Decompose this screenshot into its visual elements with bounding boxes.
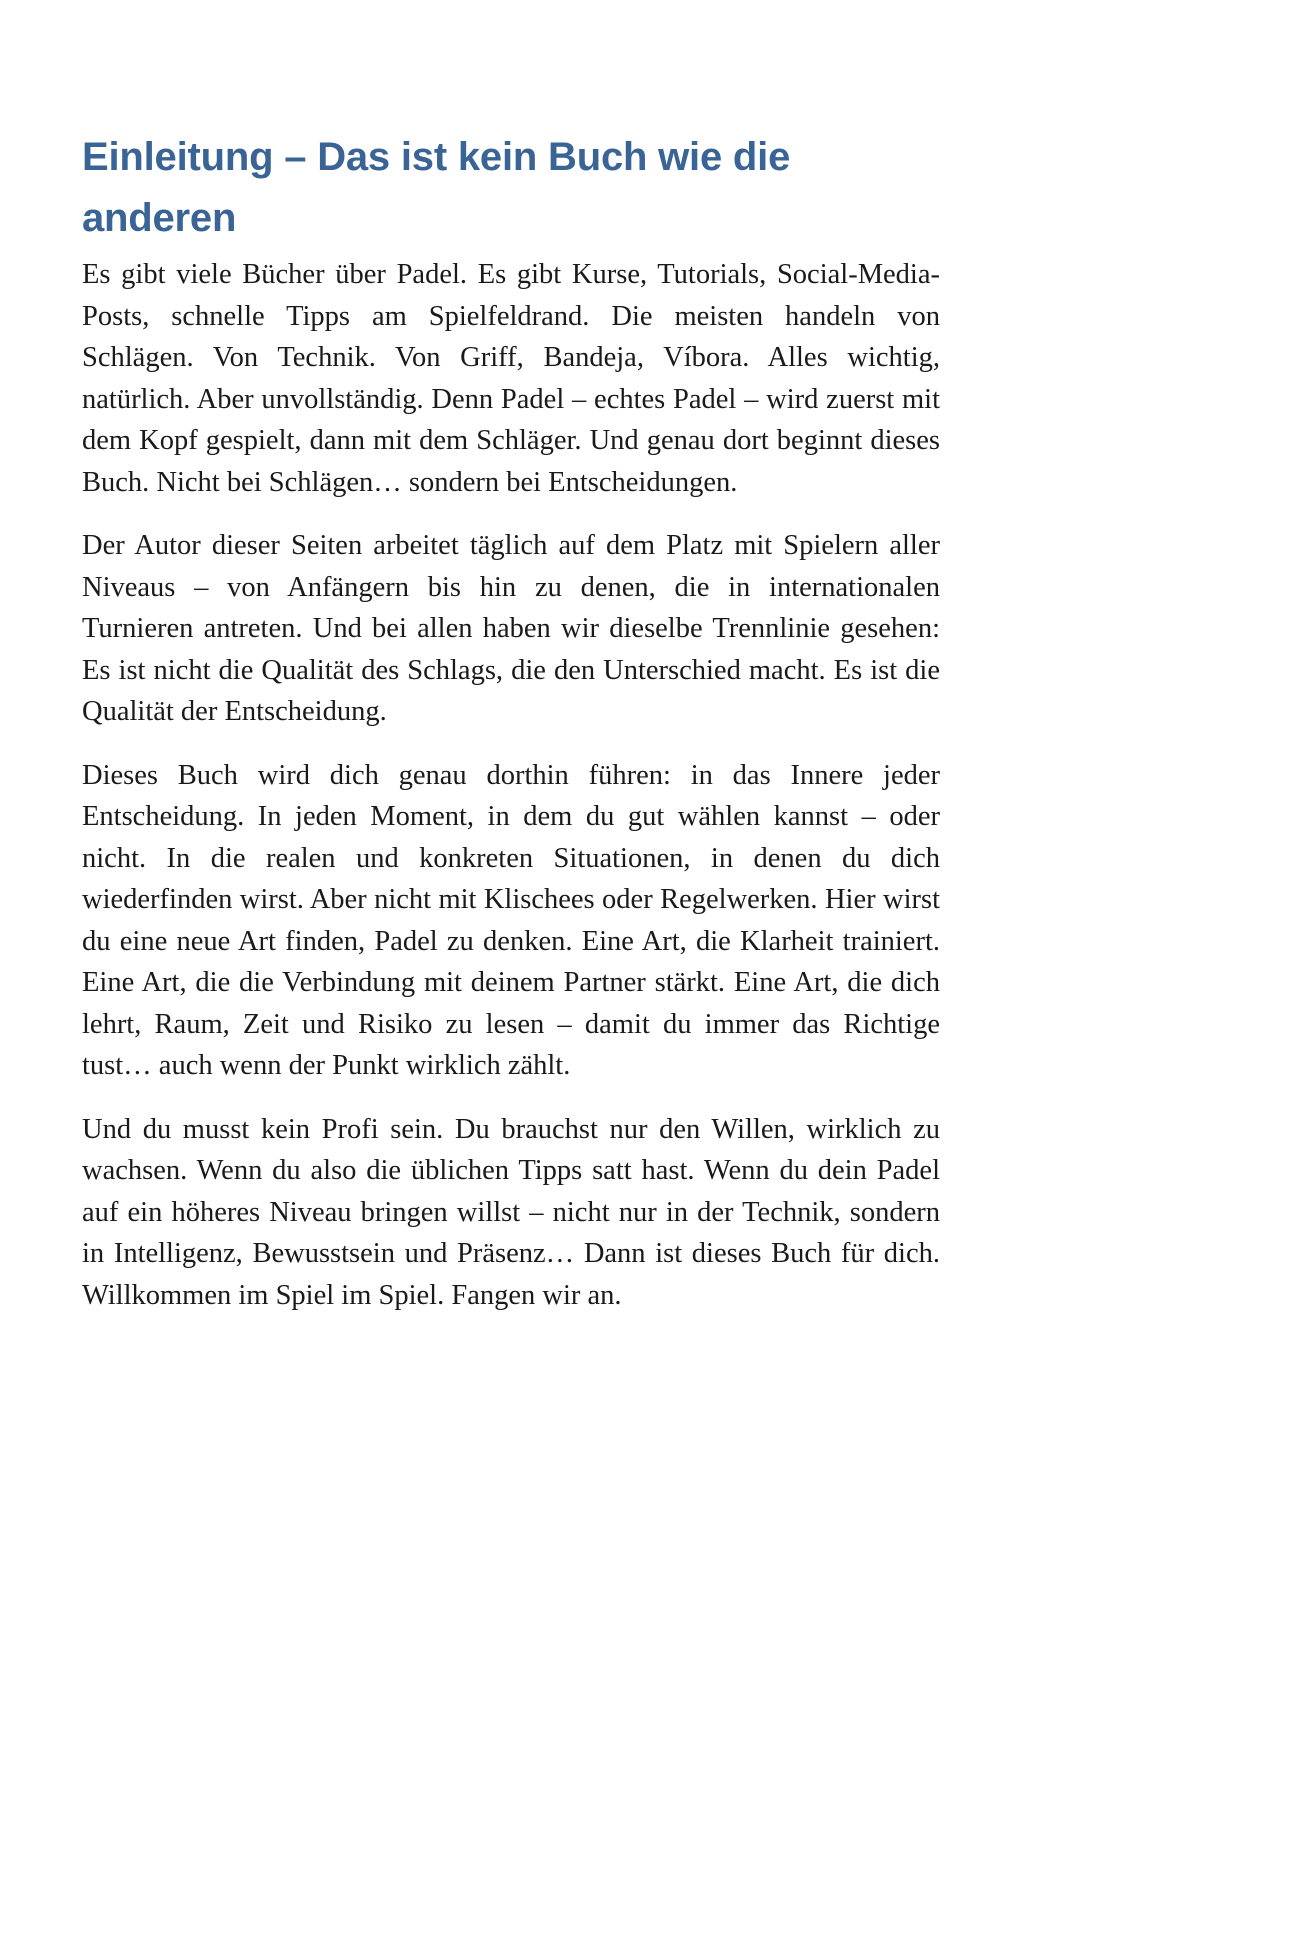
paragraph-4: Und du musst kein Profi sein. Du brauchst nur den Willen, wirklich zu wachsen. Wenn du also die üblichen Tipps satt hast. Wenn du dein Padel auf ein höheres Niveau bringen willst – nicht nur in der Technik, sondern in Intelligenz, Bewusstsein und Präsenz… Dann ist dieses Buch für dich. Willkommen im Spiel im Spiel. Fangen wir an. — [82, 1113, 940, 1311]
body-text-block — [82, 254, 940, 1316]
paragraph-1: Es gibt viele Bücher über Padel. Es gibt Kurse, Tutorials, Social-Media-Posts, schnelle Tipps am Spielfeldrand. Die meisten handeln von Schlägen. Von Technik. Von Griff, Bandeja, Víbora. Alles wichtig, natürlich. Aber unvollständig. Denn Padel – echtes Padel – wird zuerst mit dem Kopf gespielt, dann mit dem Schläger. Und genau dort beginnt dieses Buch. Nicht bei Schlägen… sondern bei Entscheidungen. — [82, 259, 940, 498]
chapter-heading: Einleitung – Das ist kein Buch wie die anderen — [82, 135, 791, 240]
paragraph-3: Dieses Buch wird dich genau dorthin führen: in das Innere jeder Entscheidung. In jeden Moment, in dem du gut wählen kannst – oder nicht. In die realen und konkreten Situationen, in denen du dich wiederfinden wirst. Aber nicht mit Klischees oder Regelwerken. Hier wirst du eine neue Art finden, Padel zu denken. Eine Art, die Klarheit trainiert. Eine Art, die die Verbindung mit deinem Partner stärkt. Eine Art, die dich lehrt, Raum, Zeit und Risiko zu lesen – damit du immer das Richtige tust… auch wenn der Punkt wirklich zählt. — [82, 759, 940, 1081]
paragraph-2: Der Autor dieser Seiten arbeitet täglich auf dem Platz mit Spielern aller Niveaus – von Anfängern bis hin zu denen, die in internationalen Turnieren antreten. Und bei allen haben wir dieselbe Trennlinie gesehen: Es ist nicht die Qualität des Schlags, die den Unterschied macht. Es ist die Qualität der Entscheidung. — [82, 530, 940, 727]
